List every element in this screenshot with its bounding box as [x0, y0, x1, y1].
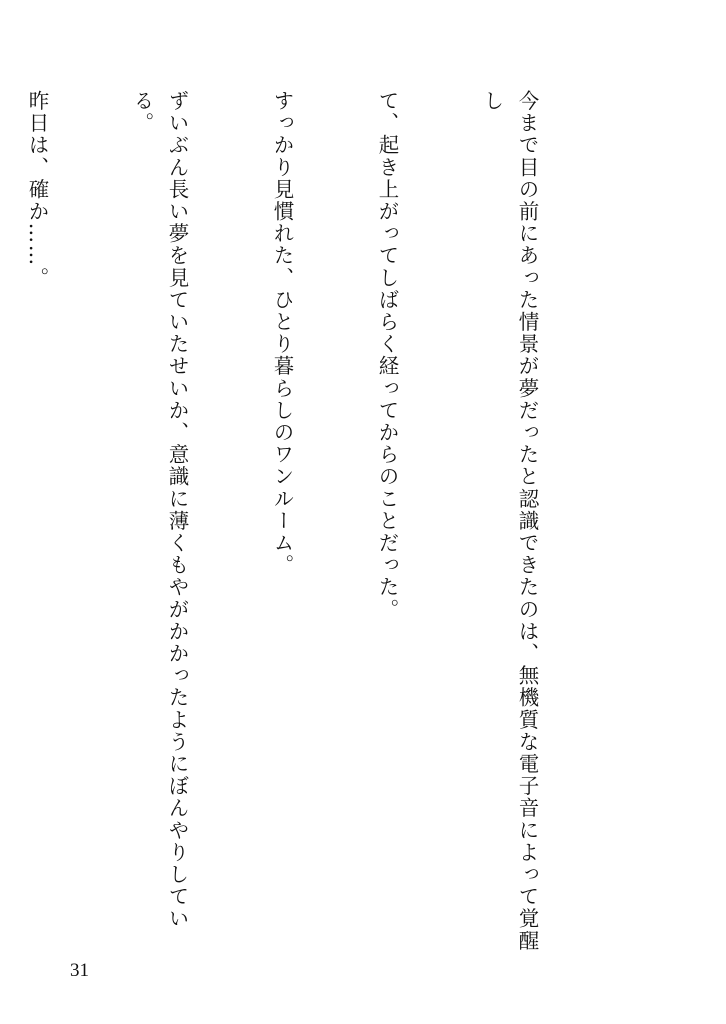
text-line: すっかり見慣れた、ひとり暮らしのワンルーム。: [270, 90, 294, 577]
page-number: 31: [70, 960, 89, 981]
text-line: ずいぶん長い夢を見ていたせいか、意識に薄くもやがかかったようにぼんやりしている。: [130, 90, 189, 930]
vertical-text-body: [0, 90, 614, 970]
text-line: 昨日は、確か……。: [25, 90, 49, 289]
text-line: て、起き上がってしばらく経ってからのことだった。: [375, 90, 399, 621]
text-line: 今まで目の前にあった情景が夢だったと認識できたのは、無機質な電子音によって覚醒し: [480, 90, 539, 952]
